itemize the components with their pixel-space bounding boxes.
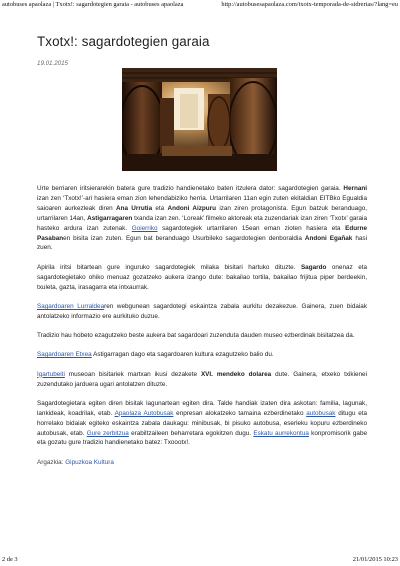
paragraph-visitors xyxy=(37,263,367,293)
text: onenaz eta sagardotegietako ohiko menuaz gozatzeko aukera izango dute: bakailao tortila, bakailao frijitua piper berdeekin, txuleta, gazta, irasagarra eta intxaurrak. xyxy=(37,263,368,291)
sagardoaren-lurraldea-link[interactable]: Sagardoaren Lurraldea xyxy=(37,302,105,310)
print-footer xyxy=(0,555,400,565)
print-header-url: http://autobusesapaolaza.com/txotx-temporada-de-sidrerias/?lang=eu xyxy=(221,1,398,8)
print-timestamp: 21/01/2015 10:23 xyxy=(352,556,398,563)
cider-barrels-image xyxy=(122,68,277,171)
text: izan zen ‘Txotx!’-ari hasiera eman zion lehendabiziko herria. Urtarrilaren 11an egin zuten ekitaldian EITBko Egualdia saioaren aurkezleak diren xyxy=(37,194,367,212)
text: Sagardotegietara egiten diren bisitak lagunartean egiten dira. Talde handiak izaten dira askotan: familia, lagunak, lankideak, koadrilak, etab. xyxy=(37,399,367,417)
sagardoaren-etxea-link[interactable]: Sagardoaren Etxea xyxy=(37,351,92,359)
text: sagardotegiek urtarrilaren 15ean eman zioten hasiera eta xyxy=(157,224,346,232)
text: Urte berriaren iritsierarekin batera gure tradizio handienetako baten itzulera dator: sagardotegien garaia. xyxy=(37,185,344,192)
text: Tradizio hau hobeto ezagutzeko beste aukera bat sagardoari zuzenduta dauden museo ezberdinak bisitatzea da. xyxy=(37,332,355,340)
print-header-title: autobuses apaolaza | Txotx!: sagardotegien garaia - autobuses apaolaza xyxy=(2,1,184,8)
bold-text: Edurne Pasaban xyxy=(37,224,368,242)
text: konpromisorik gabe eta gozatu gure tradizio handienetako batez: Txoootx!. xyxy=(37,429,368,447)
text: eta xyxy=(152,204,168,212)
text: ren webgunean sagardotegi eskaintza zabala aurkitu dezakezue. Gainera, zuen bidaiak antolatzeko informazio ere aurkituko duzue. xyxy=(37,302,367,320)
paragraph-intro xyxy=(37,184,367,253)
page-title: Txotx!: sagardotegien garaia xyxy=(37,34,210,49)
eskatu-aurrekontua-link[interactable]: Eskatu aurrekontua xyxy=(253,429,309,437)
apaolaza-autobusak-link[interactable]: Apaolaza Autobusak xyxy=(114,409,174,417)
text: txanda izan zen. ‘Loreak’ filmeko aktoreak eta zuzendariak izan ziren ‘Txotx’ garaia hasteko ardura izan zutenak. xyxy=(37,214,367,232)
bold-text: Sagardo xyxy=(300,263,327,271)
text: Astigarragan dago eta sagardoaren kultura ezagutzeko balio du. xyxy=(91,351,274,359)
post-date: 19.01.2015 xyxy=(37,60,68,67)
paragraph-igartubeiti xyxy=(37,370,367,390)
text: enpresan alokatzeko tamaina ezberdinetako xyxy=(173,409,307,417)
article-body xyxy=(37,184,367,468)
cider-house-photo xyxy=(122,68,277,171)
bold-text: Hernani xyxy=(343,185,367,192)
text: erabiltzaileen beharretara egokitzen dugu. xyxy=(128,429,254,437)
goierri-link[interactable]: Goierriko xyxy=(131,224,158,232)
print-header xyxy=(0,0,400,10)
bold-text: XVI. mendeko dolarea xyxy=(200,370,272,378)
photo-credit xyxy=(37,458,367,468)
bold-text: Astigarragaren xyxy=(87,214,133,222)
bold-text: Andoni Egañak xyxy=(304,234,353,242)
paragraph-sagardoaren-etxea xyxy=(37,350,367,360)
text: hasi zuen. xyxy=(37,234,368,252)
text: izan ziren protagonista. Egun batzuk beranduago, urtarrilaren 14an, xyxy=(37,204,368,222)
paragraph-autobusak xyxy=(37,399,367,449)
article xyxy=(37,30,368,466)
igartubeiti-link[interactable]: Igartubeiti xyxy=(37,370,65,378)
bold-text: Andoni Aizpuru xyxy=(167,204,217,212)
text: en bisita izan zuten. Egun bat beranduago Usurbileko sagardotegien denboraldia xyxy=(63,234,305,242)
bold-text: Ana Urrutia xyxy=(116,204,153,212)
text: ditugu eta horrelako bidaiak egiteko eskaintza zabala daukagu: minibusak, bi pisuko autobusa, eserleku kopuru ezberdineko autobusak, etab. xyxy=(37,409,368,437)
page-number: 2 de 3 xyxy=(2,556,18,563)
text: dute. Gainera, etxeko txikienei zuzendutako jarduera ugari antolatzen dituzte. xyxy=(37,370,367,388)
gure-zerbitzua-link[interactable]: Gure zerbitzua xyxy=(86,429,129,437)
gipuzkoa-kultura-link[interactable]: Gipuzkoa Kultura xyxy=(65,458,114,466)
paragraph-lurraldea xyxy=(37,302,367,322)
text: Apirila iritsi bitartean gure inguruko sagardotegiek milaka bisitari hartuko dituzte. xyxy=(37,263,301,271)
photo-credit-label: Argazkia: xyxy=(37,458,64,466)
text: museoan bisitariek martxan ikusi dezakete xyxy=(64,370,201,378)
paragraph-museums xyxy=(37,331,367,341)
autobusak-link[interactable]: autobusak xyxy=(306,409,336,417)
